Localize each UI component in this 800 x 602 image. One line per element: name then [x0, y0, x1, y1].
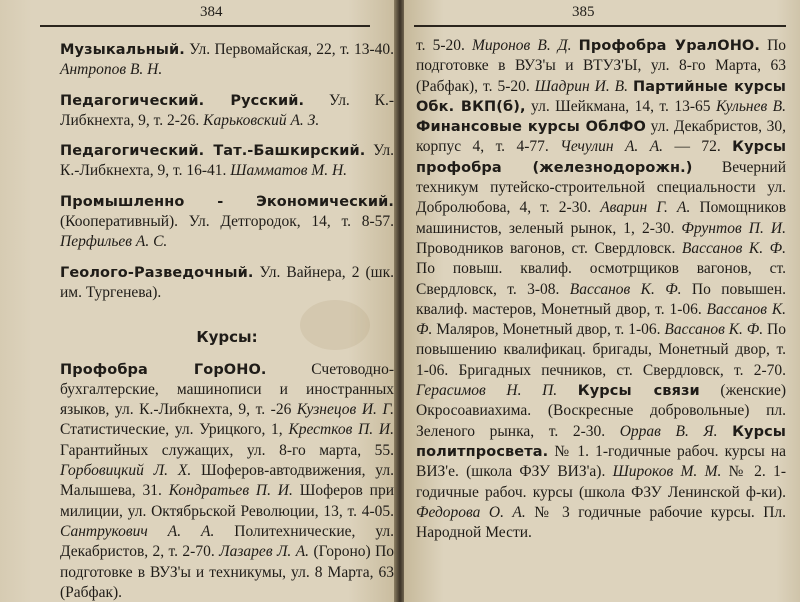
- entry-body: Гарантийных служащих, ул. 8-го марта, 55.: [60, 441, 394, 459]
- entry-body: Счетоводно-бухгалтерские, машинописи и иностранных языков, ул. К.-Либкнехта, 9, т. -26: [60, 360, 395, 419]
- left-page: [0, 0, 396, 602]
- entry-heading: Партийные курсы Обк. ВКП(б),: [416, 78, 786, 115]
- entry-person: Лазарев Л. А.: [219, 543, 310, 561]
- entry-heading: Курсы профобра (железнодорожн.): [416, 139, 787, 176]
- entry-heading: Профобра ГорОНО.: [60, 361, 267, 378]
- entry-body: По подготовке в ВУЗ'ы и ВТУЗ'Ы, ул. 8-го Марта, 63 (Рабфак), т. 5-20.: [416, 37, 787, 95]
- entry-body: Политехнические, ул. Декабристов, 2, т. 2-70.: [60, 522, 394, 561]
- entry-heading: Промышленно - Экономический.: [60, 193, 394, 210]
- entry-person: Герасимов Н. П.: [416, 382, 558, 400]
- entry-person: Кузнецов И. Г.: [296, 401, 395, 419]
- entry-body: (женские) Окросоавиахима. (Воскресные добровольные) пл. Зеленого рынка, т. 2-30.: [416, 382, 786, 440]
- entry-body: Ул. Первомайская, 22, т. 13-40.: [189, 41, 394, 58]
- entry-body: № 3 годичные рабочие курсы. Пл. Народной Мести.: [416, 503, 786, 542]
- entry-body: По повышен. квалиф. мастеров, Монетный двор, т. 1-06.: [416, 280, 786, 318]
- entry-person: Широков М. М.: [612, 463, 722, 481]
- entry-body: ул. Декабристов, 30, корпус 4, т. 4-77.: [416, 118, 786, 156]
- header-rule: [414, 25, 786, 27]
- courses-entry: [60, 360, 394, 602]
- left-page-text: [60, 40, 394, 602]
- entry-person: Чечулин А. А.: [560, 138, 664, 156]
- entry-person: Вассанов К. Ф.: [664, 321, 764, 339]
- entry-body: По повышению квалификац. бригады, Монетный двор, т. 1-06. Бригадных печников, ст. Свердловск, т. 2-70.: [416, 321, 786, 379]
- entry-body: Ул. Вайнера, 2 (шк. им. Тургенева).: [60, 263, 395, 301]
- entry-body: Вечерний техникум путейско-строительной специальности ул. Добролюбова, 4, т. 2-30.: [416, 158, 787, 217]
- entry-body: № 1. 1-годичные рабоч. курсы на ВИЗ'е. (школа ФЗУ ВИЗ'а).: [416, 442, 786, 481]
- entry-body: Шоферов-автодвижения, ул. Малышева, 31.: [60, 462, 394, 500]
- entry-person: Вассанов К. Ф.: [569, 280, 682, 298]
- entry-person: Антропов В. Н.: [60, 61, 163, 79]
- entry-body: Ул. К.-Либкнехта, 9, т. 2-26.: [60, 91, 395, 129]
- entry-heading: Курсы связи: [577, 383, 700, 400]
- institute-entry: [60, 40, 394, 81]
- entry-body: ул. Шейкмана, 14, т. 13-65: [531, 97, 711, 115]
- entry-heading: Геолого-Разведочный.: [60, 264, 254, 281]
- entry-heading: Педагогический. Русский.: [60, 92, 305, 109]
- entry-person: Миронов В. Д.: [471, 37, 572, 54]
- entry-person: Карьковский А. З.: [203, 111, 320, 129]
- entry-person: Шадрин И. В.: [534, 77, 629, 95]
- entry-heading: Педагогический. Тат.-Башкирский.: [60, 143, 366, 160]
- right-page: [404, 0, 800, 602]
- entry-body: Помощников машинистов, зеленый рынок, 1, 2-30.: [416, 199, 787, 237]
- entry-body: (Гороно) По подготовке в ВУЗ'ы и техникумы, ул. 8 Марта, 63 (Рабфак).: [60, 543, 395, 601]
- header-rule: [40, 25, 370, 27]
- institute-entry: [60, 91, 394, 132]
- institute-entry: [60, 141, 394, 182]
- institute-entry: [60, 192, 394, 253]
- entry-body: № 2. 1-годичные рабоч. курсы (школа ФЗУ Ленинской ф-ки).: [416, 463, 786, 501]
- entry-person: Кульнев В.: [716, 97, 787, 115]
- entry-body: Шоферов при милиции, ул. Октябрьской Революции, 13, т. 4-05.: [60, 482, 395, 520]
- entry-person: Горбовицкий Л. Х.: [60, 462, 192, 480]
- entry-body: (Кооперативный). Ул. Детгородок, 14, т. 8-57.: [60, 213, 394, 231]
- page-number: 385: [572, 4, 595, 20]
- entry-body: т. 5-20.: [416, 37, 465, 54]
- entry-body: По повыш. квалиф. осмотрщиков вагонов, ст. Свердловск, т. 3-08.: [416, 260, 786, 298]
- page-number: 384: [200, 4, 223, 20]
- entry-person: Фрунтов П. И.: [681, 219, 786, 237]
- entry-person: Перфильев А. С.: [60, 233, 168, 251]
- entry-person: Шамматов М. Н.: [230, 162, 348, 180]
- entry-person: Федорова О. А.: [416, 503, 526, 521]
- entry-person: Вассанов К. Ф.: [416, 300, 786, 339]
- entry-heading: Финансовые курсы ОблФО: [416, 119, 646, 136]
- entry-heading: Курсы политпросвета.: [416, 423, 787, 460]
- entry-person: Крестков П. И.: [288, 421, 394, 439]
- entry-body: — 72.: [674, 138, 721, 156]
- entry-heading: Музыкальный.: [60, 42, 185, 58]
- right-page-text: [416, 36, 786, 543]
- entry-person: Кондратьев П. И.: [168, 482, 293, 500]
- entry-person: Аварин Г. А.: [600, 199, 691, 217]
- entry-body: Проводников вагонов, ст. Свердловск.: [416, 239, 676, 257]
- entry-body: Маляров, Монетный двор, т. 1-06.: [436, 321, 661, 339]
- institute-entry: [60, 263, 394, 304]
- entry-body: Статистические, ул. Урицкого, 1,: [60, 421, 283, 439]
- section-title: Курсы:: [196, 328, 258, 347]
- entry-person: Вассанов К. Ф.: [681, 239, 786, 257]
- entry-person: Оррав В. Я.: [619, 422, 718, 440]
- entry-heading: Профобра УралОНО.: [578, 38, 760, 54]
- entry-person: Сантрукович А. А.: [60, 522, 215, 540]
- entry-body: Ул. К.-Либкнехта, 9, т. 16-41.: [60, 142, 394, 180]
